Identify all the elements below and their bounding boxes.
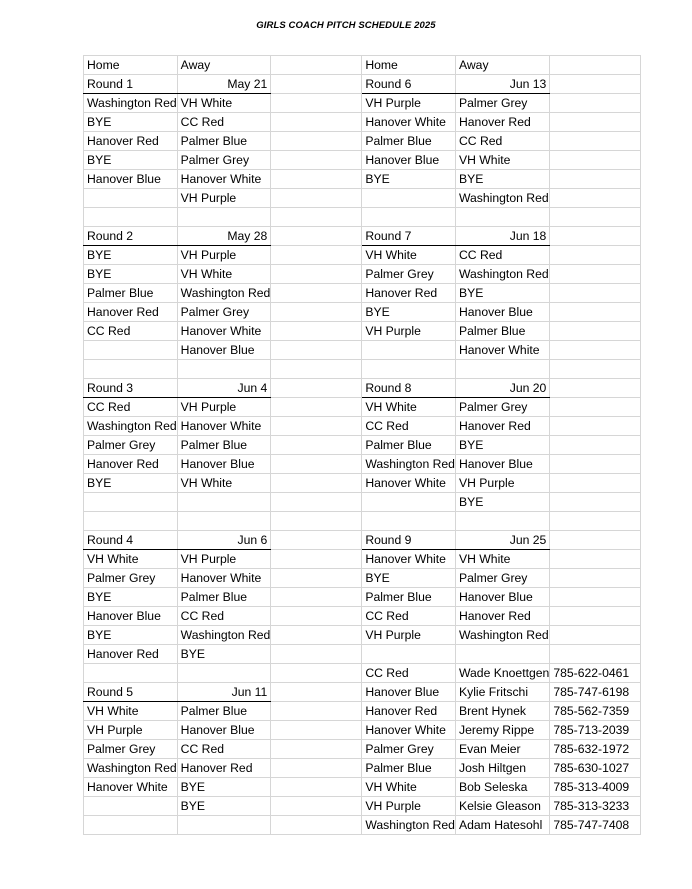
table-cell: Hanover Red <box>455 607 549 626</box>
table-cell: VH Purple <box>362 322 456 341</box>
table-cell: Kelsie Gleason <box>455 797 549 816</box>
table-cell: BYE <box>84 474 178 493</box>
table-cell: 785-562-7359 <box>550 702 641 721</box>
table-cell: VH Purple <box>362 94 456 113</box>
table-cell <box>550 398 641 417</box>
table-cell: BYE <box>455 436 549 455</box>
table-cell: BYE <box>455 170 549 189</box>
table-cell: Washington Red <box>84 94 178 113</box>
table-cell <box>177 664 271 683</box>
table-cell <box>271 588 362 607</box>
table-cell <box>84 816 178 835</box>
table-cell: BYE <box>455 493 549 512</box>
table-cell: 785-632-1972 <box>550 740 641 759</box>
table-cell <box>362 341 456 360</box>
table-cell: Palmer Blue <box>455 322 549 341</box>
table-cell <box>271 398 362 417</box>
table-cell: Hanover Blue <box>455 588 549 607</box>
table-row <box>84 759 641 778</box>
table-cell: VH White <box>177 94 271 113</box>
table-cell: Hanover Blue <box>455 303 549 322</box>
table-cell: BYE <box>455 284 549 303</box>
table-cell <box>550 493 641 512</box>
table-cell: Round 3 <box>84 379 178 398</box>
table-cell: VH White <box>362 246 456 265</box>
table-cell: BYE <box>362 303 456 322</box>
table-row <box>84 569 641 588</box>
table-row <box>84 341 641 360</box>
table-cell: Palmer Blue <box>362 132 456 151</box>
table-cell: BYE <box>84 246 178 265</box>
table-row <box>84 94 641 113</box>
table-cell <box>550 550 641 569</box>
table-cell: Home <box>362 56 456 75</box>
table-cell: Palmer Blue <box>362 588 456 607</box>
table-cell <box>271 550 362 569</box>
table-cell: Jun 20 <box>455 379 549 398</box>
table-cell: CC Red <box>177 607 271 626</box>
table-cell: Hanover Red <box>362 284 456 303</box>
table-cell <box>271 284 362 303</box>
table-cell: VH White <box>84 702 178 721</box>
table-cell <box>84 208 178 227</box>
table-row <box>84 303 641 322</box>
table-cell <box>271 702 362 721</box>
table-cell: CC Red <box>362 607 456 626</box>
table-row <box>84 132 641 151</box>
table-cell <box>455 208 549 227</box>
table-cell <box>84 341 178 360</box>
table-cell: BYE <box>177 797 271 816</box>
table-row <box>84 778 641 797</box>
table-cell: Round 2 <box>84 227 178 246</box>
table-cell: CC Red <box>362 664 456 683</box>
table-cell: Hanover White <box>177 569 271 588</box>
table-cell: CC Red <box>177 740 271 759</box>
table-cell: CC Red <box>84 398 178 417</box>
table-cell: Round 5 <box>84 683 178 702</box>
table-cell: Hanover White <box>177 322 271 341</box>
table-cell <box>455 645 549 664</box>
table-cell: Palmer Blue <box>177 588 271 607</box>
table-cell <box>550 436 641 455</box>
table-row <box>84 56 641 75</box>
table-cell <box>271 132 362 151</box>
table-cell <box>271 493 362 512</box>
table-cell: Hanover White <box>177 170 271 189</box>
table-cell: Hanover White <box>362 113 456 132</box>
table-cell: VH Purple <box>177 246 271 265</box>
table-cell: Hanover Red <box>84 303 178 322</box>
table-cell: Hanover Blue <box>362 683 456 702</box>
table-cell: Washington Red <box>84 759 178 778</box>
table-cell: VH White <box>177 265 271 284</box>
table-row <box>84 379 641 398</box>
table-cell: 785-630-1027 <box>550 759 641 778</box>
table-cell: May 21 <box>177 75 271 94</box>
table-cell <box>550 265 641 284</box>
table-cell <box>271 626 362 645</box>
table-cell <box>550 588 641 607</box>
table-cell <box>271 455 362 474</box>
table-cell: Washington Red <box>362 816 456 835</box>
table-row <box>84 664 641 683</box>
table-cell <box>550 189 641 208</box>
table-cell <box>550 379 641 398</box>
table-cell <box>550 151 641 170</box>
table-cell: Jun 11 <box>177 683 271 702</box>
table-cell <box>550 531 641 550</box>
table-cell: Round 7 <box>362 227 456 246</box>
table-cell <box>271 512 362 531</box>
table-row <box>84 322 641 341</box>
table-cell: Hanover Blue <box>177 721 271 740</box>
table-cell <box>271 531 362 550</box>
table-cell: Washington Red <box>455 189 549 208</box>
table-row <box>84 436 641 455</box>
table-cell: Wade Knoettgen <box>455 664 549 683</box>
table-cell <box>271 816 362 835</box>
table-row <box>84 208 641 227</box>
table-cell <box>271 683 362 702</box>
table-row <box>84 816 641 835</box>
table-cell: Hanover Red <box>362 702 456 721</box>
table-cell: Hanover Red <box>455 417 549 436</box>
table-cell: Palmer Grey <box>362 265 456 284</box>
table-cell: Round 6 <box>362 75 456 94</box>
table-row <box>84 683 641 702</box>
table-cell <box>550 303 641 322</box>
table-cell: BYE <box>84 626 178 645</box>
table-cell: 785-313-3233 <box>550 797 641 816</box>
table-cell: Hanover Red <box>455 113 549 132</box>
table-cell <box>550 132 641 151</box>
table-cell <box>84 664 178 683</box>
table-cell <box>362 645 456 664</box>
table-cell <box>271 170 362 189</box>
table-cell: Jun 25 <box>455 531 549 550</box>
table-cell: VH Purple <box>455 474 549 493</box>
table-row <box>84 170 641 189</box>
table-cell: Hanover Red <box>84 645 178 664</box>
table-cell: Palmer Grey <box>84 436 178 455</box>
table-cell <box>550 94 641 113</box>
table-cell: BYE <box>84 151 178 170</box>
table-cell: Kylie Fritschi <box>455 683 549 702</box>
table-cell: Hanover Red <box>84 132 178 151</box>
table-cell <box>550 227 641 246</box>
table-row <box>84 740 641 759</box>
table-cell <box>271 645 362 664</box>
table-cell: Hanover Blue <box>177 455 271 474</box>
table-cell <box>271 303 362 322</box>
table-cell: Palmer Grey <box>177 151 271 170</box>
table-cell <box>271 56 362 75</box>
table-cell <box>550 645 641 664</box>
table-cell <box>84 360 178 379</box>
table-cell: Hanover Blue <box>84 170 178 189</box>
table-cell <box>271 664 362 683</box>
table-cell: Palmer Grey <box>177 303 271 322</box>
table-cell: Palmer Grey <box>84 740 178 759</box>
table-cell <box>550 208 641 227</box>
table-cell <box>550 113 641 132</box>
page-title: GIRLS COACH PITCH SCHEDULE 2025 <box>256 20 436 31</box>
table-cell <box>271 417 362 436</box>
table-cell: BYE <box>177 778 271 797</box>
table-cell <box>271 227 362 246</box>
table-cell <box>177 493 271 512</box>
table-cell: Hanover Blue <box>455 455 549 474</box>
table-cell <box>550 75 641 94</box>
table-cell: Hanover Red <box>84 455 178 474</box>
table-row <box>84 265 641 284</box>
table-row <box>84 75 641 94</box>
table-row <box>84 512 641 531</box>
table-cell <box>550 512 641 531</box>
table-cell: Washington Red <box>84 417 178 436</box>
table-cell: Hanover Blue <box>362 151 456 170</box>
table-cell <box>271 265 362 284</box>
table-row <box>84 702 641 721</box>
table-cell: Round 1 <box>84 75 178 94</box>
table-cell: Hanover Blue <box>177 341 271 360</box>
table-cell <box>550 626 641 645</box>
table-cell: BYE <box>84 588 178 607</box>
table-row <box>84 588 641 607</box>
table-cell: Away <box>177 56 271 75</box>
table-cell <box>271 778 362 797</box>
table-cell: Palmer Grey <box>362 740 456 759</box>
table-row <box>84 246 641 265</box>
table-cell <box>550 360 641 379</box>
table-cell: Washington Red <box>455 626 549 645</box>
table-cell <box>550 474 641 493</box>
table-cell: VH White <box>362 778 456 797</box>
table-cell: Away <box>455 56 549 75</box>
table-cell <box>271 474 362 493</box>
table-cell <box>177 208 271 227</box>
table-row <box>84 398 641 417</box>
table-cell <box>550 607 641 626</box>
table-cell: VH Purple <box>84 721 178 740</box>
table-cell: Hanover White <box>455 341 549 360</box>
table-cell <box>271 94 362 113</box>
table-cell: CC Red <box>84 322 178 341</box>
table-cell <box>271 208 362 227</box>
table-cell: BYE <box>362 170 456 189</box>
table-cell <box>550 246 641 265</box>
table-row <box>84 455 641 474</box>
table-cell: Jun 6 <box>177 531 271 550</box>
table-row <box>84 797 641 816</box>
table-cell: 785-747-7408 <box>550 816 641 835</box>
table-cell: VH Purple <box>177 189 271 208</box>
table-cell <box>362 360 456 379</box>
table-row <box>84 493 641 512</box>
table-cell <box>177 360 271 379</box>
table-cell <box>177 512 271 531</box>
table-cell <box>550 322 641 341</box>
table-cell: Hanover Red <box>177 759 271 778</box>
table-cell: BYE <box>362 569 456 588</box>
table-cell: VH White <box>177 474 271 493</box>
table-cell: Hanover White <box>177 417 271 436</box>
table-cell: Hanover White <box>362 550 456 569</box>
table-cell: Palmer Grey <box>84 569 178 588</box>
table-cell: Jeremy Rippe <box>455 721 549 740</box>
table-row <box>84 607 641 626</box>
table-cell <box>271 341 362 360</box>
table-cell: Hanover White <box>362 721 456 740</box>
table-row <box>84 417 641 436</box>
table-cell: Jun 4 <box>177 379 271 398</box>
table-cell <box>84 189 178 208</box>
table-cell <box>271 569 362 588</box>
table-cell: 785-313-4009 <box>550 778 641 797</box>
table-cell: Josh Hiltgen <box>455 759 549 778</box>
table-cell: Palmer Grey <box>455 398 549 417</box>
table-cell: Palmer Blue <box>177 132 271 151</box>
table-cell <box>84 512 178 531</box>
table-cell <box>550 417 641 436</box>
schedule-grid <box>83 55 641 835</box>
table-cell: Adam Hatesohl <box>455 816 549 835</box>
table-cell: Palmer Blue <box>362 759 456 778</box>
table-cell: 785-713-2039 <box>550 721 641 740</box>
table-cell <box>550 284 641 303</box>
table-cell: VH Purple <box>362 797 456 816</box>
table-cell <box>550 341 641 360</box>
table-cell: Palmer Blue <box>362 436 456 455</box>
table-cell <box>271 740 362 759</box>
table-row <box>84 284 641 303</box>
table-cell: 785-622-0461 <box>550 664 641 683</box>
table-cell <box>455 512 549 531</box>
table-cell <box>362 208 456 227</box>
table-cell <box>271 607 362 626</box>
table-cell <box>271 246 362 265</box>
table-cell <box>455 360 549 379</box>
table-cell: Hanover Blue <box>84 607 178 626</box>
table-cell: VH White <box>455 550 549 569</box>
table-cell <box>271 113 362 132</box>
table-cell: Round 9 <box>362 531 456 550</box>
table-cell <box>362 189 456 208</box>
table-cell <box>271 379 362 398</box>
table-cell: Washington Red <box>177 284 271 303</box>
table-cell: CC Red <box>362 417 456 436</box>
table-cell: May 28 <box>177 227 271 246</box>
table-cell <box>550 569 641 588</box>
table-row <box>84 645 641 664</box>
table-cell: Bob Seleska <box>455 778 549 797</box>
table-cell: CC Red <box>177 113 271 132</box>
table-row <box>84 626 641 645</box>
table-cell: BYE <box>177 645 271 664</box>
table-cell: Palmer Blue <box>84 284 178 303</box>
table-cell: VH Purple <box>177 398 271 417</box>
table-cell <box>271 797 362 816</box>
table-cell: VH White <box>455 151 549 170</box>
table-cell <box>177 816 271 835</box>
table-cell <box>84 493 178 512</box>
table-row <box>84 227 641 246</box>
table-cell <box>271 322 362 341</box>
table-cell: Jun 13 <box>455 75 549 94</box>
table-cell <box>362 512 456 531</box>
table-cell: CC Red <box>455 132 549 151</box>
table-cell <box>271 360 362 379</box>
table-row <box>84 113 641 132</box>
table-cell <box>362 493 456 512</box>
table-cell: Evan Meier <box>455 740 549 759</box>
table-cell: Home <box>84 56 178 75</box>
table-cell: BYE <box>84 113 178 132</box>
table-cell: Jun 18 <box>455 227 549 246</box>
table-cell <box>84 797 178 816</box>
table-cell <box>271 75 362 94</box>
table-row <box>84 550 641 569</box>
table-cell <box>271 759 362 778</box>
table-cell <box>271 436 362 455</box>
table-row <box>84 531 641 550</box>
table-cell: Washington Red <box>362 455 456 474</box>
table-cell: Palmer Blue <box>177 436 271 455</box>
table-cell: Hanover White <box>362 474 456 493</box>
table-cell: VH Purple <box>362 626 456 645</box>
table-cell: Palmer Blue <box>177 702 271 721</box>
table-cell: Washington Red <box>177 626 271 645</box>
table-cell: VH Purple <box>177 550 271 569</box>
table-row <box>84 189 641 208</box>
table-cell: 785-747-6198 <box>550 683 641 702</box>
table-cell: Round 8 <box>362 379 456 398</box>
table-cell: Hanover White <box>84 778 178 797</box>
table-row <box>84 721 641 740</box>
table-cell: Round 4 <box>84 531 178 550</box>
table-cell: Palmer Grey <box>455 569 549 588</box>
table-row <box>84 474 641 493</box>
table-cell: VH White <box>362 398 456 417</box>
table-cell: Washington Red <box>455 265 549 284</box>
table-cell: CC Red <box>455 246 549 265</box>
table-cell <box>550 455 641 474</box>
table-cell: Brent Hynek <box>455 702 549 721</box>
table-cell <box>550 56 641 75</box>
table-cell <box>271 151 362 170</box>
table-cell <box>271 189 362 208</box>
table-cell: Palmer Grey <box>455 94 549 113</box>
table-cell <box>271 721 362 740</box>
table-row <box>84 360 641 379</box>
table-cell: VH White <box>84 550 178 569</box>
table-row <box>84 151 641 170</box>
table-cell: BYE <box>84 265 178 284</box>
table-cell <box>550 170 641 189</box>
